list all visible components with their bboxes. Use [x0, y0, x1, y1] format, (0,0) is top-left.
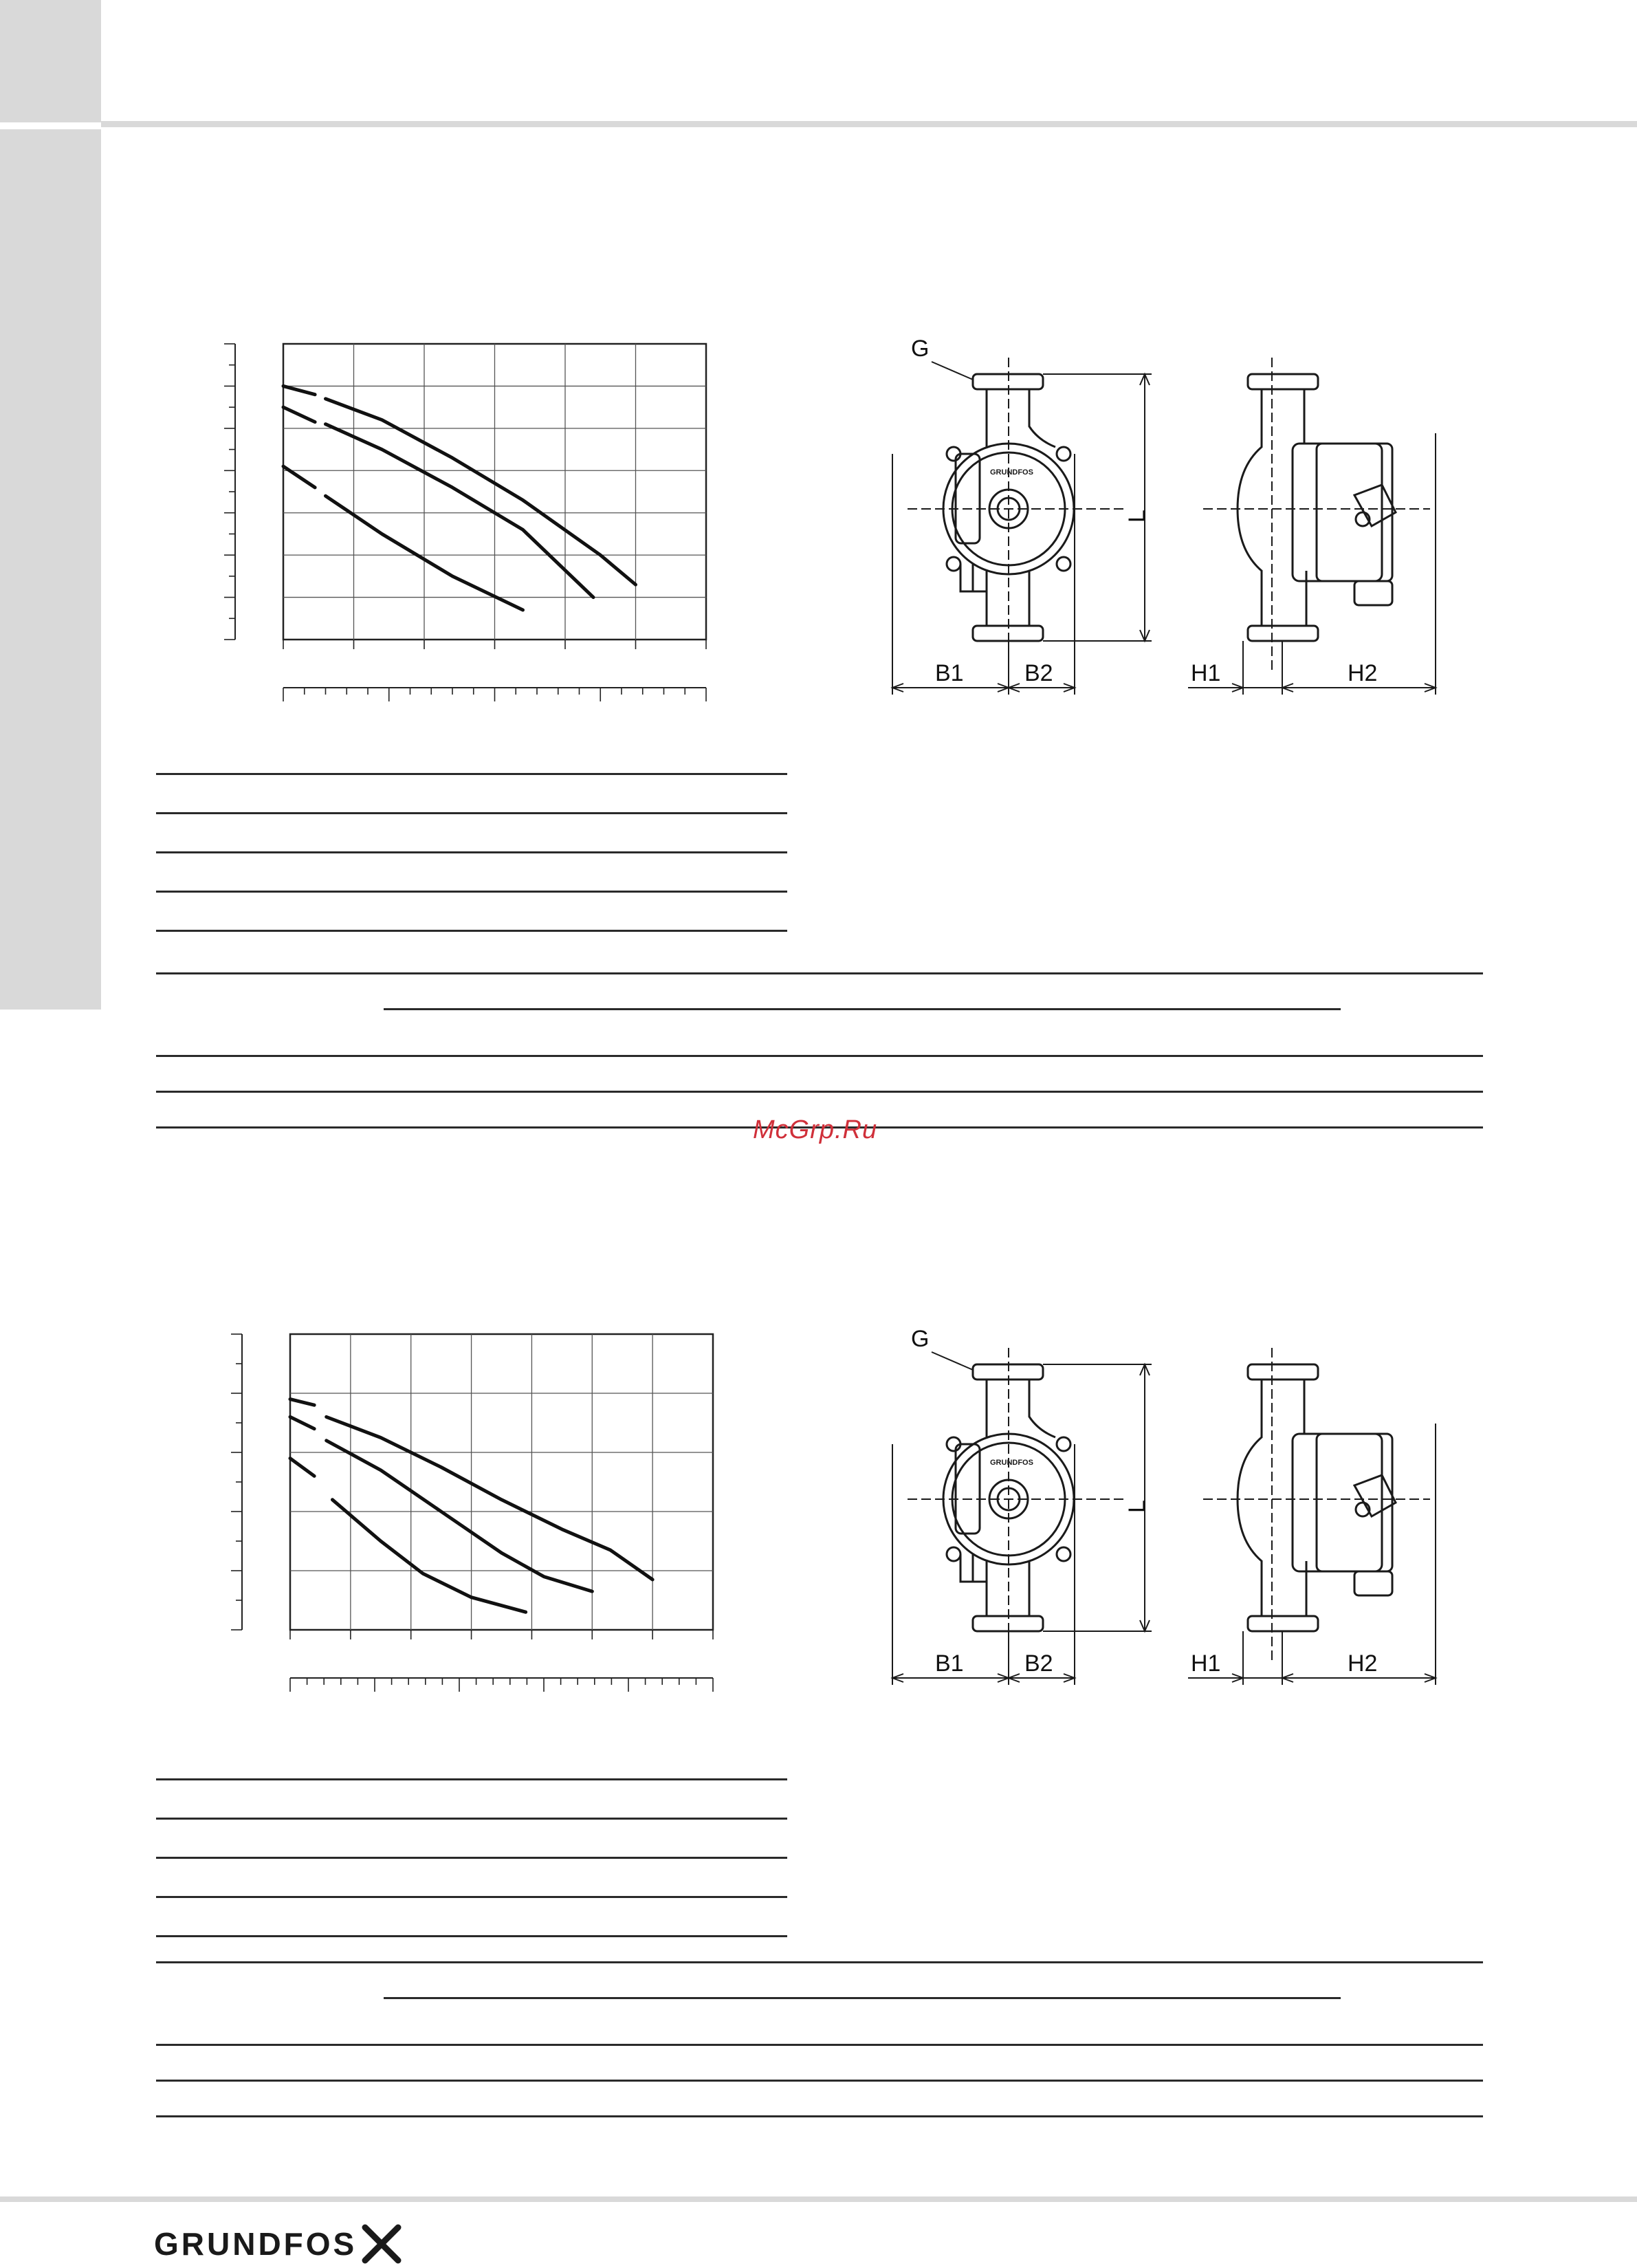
curve-series-3-start [283, 466, 315, 488]
label-h2: H2 [1348, 660, 1378, 686]
table-rule [156, 812, 787, 814]
table-rule [156, 773, 787, 775]
performance-chart-2-svg [206, 1320, 729, 1705]
label-h1: H1 [1191, 1650, 1221, 1677]
footer-rule [0, 2196, 1637, 2202]
table-rule [384, 1997, 1341, 1999]
table-rule [156, 891, 787, 893]
label-h1: H1 [1191, 660, 1221, 686]
table-rule [156, 1961, 1483, 1963]
side-tab-header [0, 0, 101, 122]
table-rule [156, 1091, 1483, 1093]
table-rule [384, 1008, 1341, 1010]
brand-wordmark: GRUNDFOS [154, 2226, 358, 2262]
pump-dimension-drawing-2 [880, 1320, 1444, 1705]
curve-series-2-start [283, 407, 315, 422]
header-rule [101, 121, 1637, 127]
label-b2: B2 [1024, 660, 1053, 686]
table-rule [156, 1935, 787, 1937]
table-rule [156, 1055, 1483, 1057]
motor-side [1293, 444, 1382, 581]
label-l: L [1124, 510, 1150, 523]
pump-brand-text: GRUNDFOS [990, 1459, 1033, 1467]
label-h2: H2 [1348, 1650, 1378, 1677]
side-tab-section [0, 129, 101, 1010]
label-b1: B1 [935, 660, 964, 686]
table-rule [156, 1857, 787, 1859]
label-l: L [1124, 1500, 1150, 1513]
label-b2: B2 [1024, 1650, 1053, 1677]
pump-dimension-drawing-1 [880, 330, 1444, 715]
table-rule [156, 930, 787, 932]
table-rule [156, 2115, 1483, 2117]
curve-series-2 [326, 424, 594, 598]
curve-series-2 [327, 1441, 593, 1591]
pump-drawing-svg-2 [880, 1320, 1444, 1705]
pump-brand-text: GRUNDFOS [990, 468, 1033, 477]
watermark-text: McGrp.Ru [753, 1115, 878, 1144]
curve-series-1-start [283, 386, 315, 394]
label-g: G [911, 336, 930, 362]
table-rule [156, 851, 787, 853]
grundfos-x-icon [361, 2223, 402, 2265]
pump-drawing-svg-1 [880, 330, 1444, 715]
performance-chart-2 [206, 1320, 729, 1705]
table-rule [156, 2044, 1483, 2046]
curve-series-3-start [290, 1459, 314, 1476]
curve-series-1 [327, 1417, 652, 1580]
table-rule [156, 1818, 787, 1820]
curve-series-1-start [290, 1399, 314, 1406]
speed-selector [1354, 485, 1396, 526]
performance-chart-1 [206, 330, 729, 715]
performance-chart-1-svg [206, 330, 729, 715]
top-pipe [987, 389, 1055, 447]
table-rule [156, 1778, 787, 1780]
label-b1: B1 [935, 1650, 964, 1677]
table-rule [156, 2080, 1483, 2082]
plot-frame [290, 1334, 713, 1630]
footer-logo [154, 2220, 402, 2268]
curve-series-2-start [290, 1417, 314, 1428]
curve-series-3 [333, 1500, 526, 1612]
table-rule [156, 972, 1483, 974]
curve-series-1 [326, 399, 636, 585]
label-g: G [911, 1326, 930, 1352]
table-rule [156, 1896, 787, 1898]
